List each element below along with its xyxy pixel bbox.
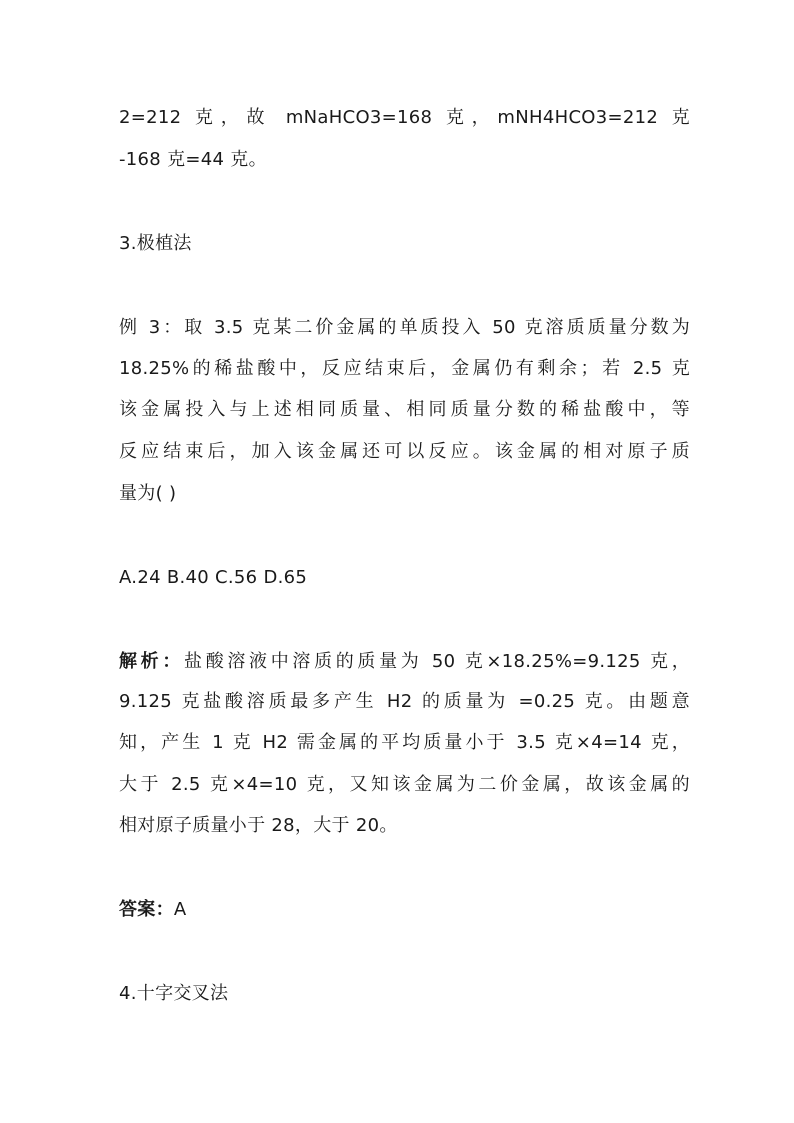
example-line: 反应结束后，加入该金属还可以反应。该金属的相对原子质 [119,441,690,462]
analysis-line: 相对原子质量小于 28，大于 20。 [119,815,398,836]
answer-value: A [173,899,187,920]
analysis-line: 大于 2.5 克×4=10 克，又知该金属为二价金属，故该金属的 [119,774,690,795]
paragraph-line: 2=212 克，故 mNaHCO3=168 克，mNH4HCO3=212 克 [119,107,690,128]
example-line: 该金属投入与上述相同质量、相同质量分数的稀盐酸中，等 [119,399,690,420]
example-line: 例 3：取 3.5 克某二价金属的单质投入 50 克溶质质量分数为 [119,317,690,338]
answer-options: A.24 B.40 C.56 D.65 [119,567,308,588]
analysis-text: 盐酸溶液中溶质的质量为 50 克×18.25%=9.125 克， [184,651,691,672]
answer-label: 答案： [119,899,174,920]
analysis-line [119,650,690,674]
example-line: 18.25%的稀盐酸中，反应结束后，金属仍有剩余；若 2.5 克 [119,358,690,379]
example-line: 量为( ) [119,483,177,504]
paragraph-line: -168 克=44 克。 [119,149,267,170]
analysis-line: 9.125 克盐酸溶质最多产生 H2 的质量为 =0.25 克。由题意 [119,691,690,712]
analysis-line: 知，产生 1 克 H2 需金属的平均质量小于 3.5 克×4=14 克， [119,732,690,753]
section-heading: 4.十字交叉法 [119,983,229,1004]
analysis-label: 解析： [119,651,185,672]
answer-line [119,898,187,922]
section-heading: 3.极植法 [119,233,192,254]
